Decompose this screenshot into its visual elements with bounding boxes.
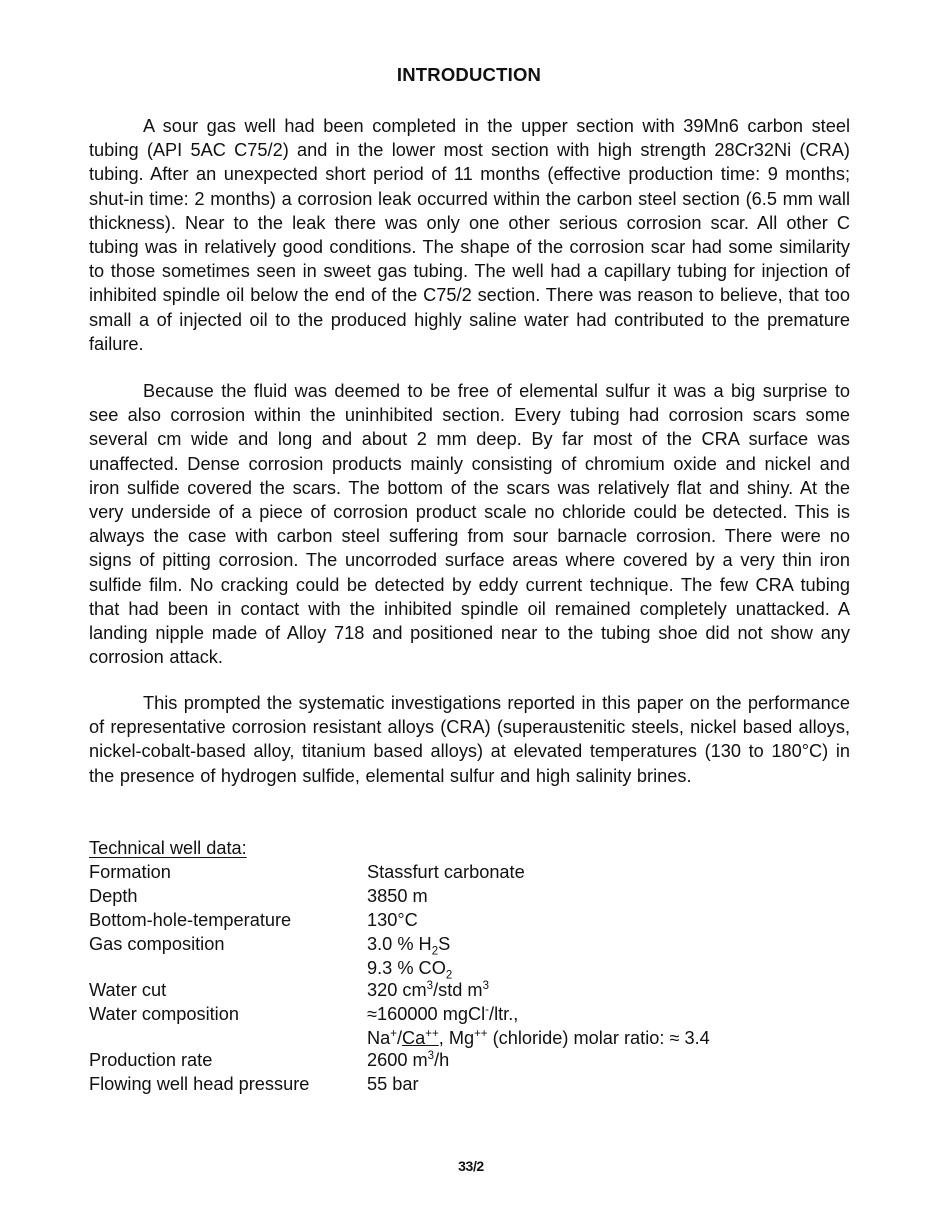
spec-label: Production rate bbox=[89, 1050, 213, 1070]
intro-paragraph-1: A sour gas well had been completed in the upper section with 39Mn6 carbon steel tubing (API 5AC C75/2) and in the lower most section with high strength 28Cr32Ni (CRA) tubing. After an unexpected short period of 11 months (effective production time: 9 months; shut-in time: 2 months) a corrosion leak occurred within the carbon steel section (6.5 mm wall thickness). Near to the leak there was only one other serious corrosion scar. All other C tubing was in relatively good conditions. The shape of the corrosion scar had some similarity to those sometimes seen in sweet gas tubing. The well had a capillary tubing for injection of inhibited spindle oil below the end of the C75/2 section. There was reason to believe, that too small a of injected oil to the produced highly saline water had contributed to the premature failure. bbox=[89, 116, 850, 354]
spec-row-depth bbox=[89, 884, 850, 908]
spec-value bbox=[367, 932, 850, 982]
spec-value: 320 $cm^3$/std $m^3$ bbox=[367, 979, 489, 1000]
spec-label: Formation bbox=[89, 862, 171, 882]
spec-value: Stassfurt carbonate bbox=[367, 862, 525, 882]
spec-value bbox=[367, 1002, 850, 1048]
spec-row-production-rate bbox=[89, 1048, 850, 1072]
well-data-title: Technical well data: bbox=[89, 838, 247, 858]
spec-label: Gas composition bbox=[89, 934, 225, 954]
spec-row-gas-composition bbox=[89, 932, 850, 982]
page-number: 33/2 bbox=[458, 1158, 484, 1174]
spec-value: 130°C bbox=[367, 910, 418, 930]
spec-row-water-composition bbox=[89, 1002, 850, 1048]
technical-well-data bbox=[89, 836, 850, 1096]
spec-label: Flowing well head pressure bbox=[89, 1074, 310, 1094]
spec-label: Water composition bbox=[89, 1004, 239, 1024]
spec-row-bottom-hole-temperature bbox=[89, 908, 850, 932]
gas-h2s-line: 3.0 % $H_2S$ bbox=[367, 934, 451, 958]
section-heading: INTRODUCTION bbox=[396, 64, 542, 85]
spec-row-wellhead-pressure bbox=[89, 1072, 850, 1096]
spec-label: Depth bbox=[89, 886, 138, 906]
spec-row-formation bbox=[89, 860, 850, 884]
spec-value: 3850 m bbox=[367, 886, 428, 906]
spec-value: 55 bar bbox=[367, 1074, 419, 1094]
spec-label: Water cut bbox=[89, 980, 167, 1000]
water-chloride-line: ≈160000 mgCl-/ltr., bbox=[367, 1003, 519, 1024]
spec-label: Bottom-hole-temperature bbox=[89, 910, 292, 930]
intro-paragraph-3: This prompted the systematic investigations reported in this paper on the performance of representative corrosion resistant alloys (CRA) (superaustenitic steels, nickel based alloys, nickel-cobalt-based alloy, titanium based alloys) at elevated temperatures (130 to 180°C) in the presence of hydrogen sulfide, elemental sulfur and high salinity brines. bbox=[89, 693, 850, 786]
spec-value: 2600 $m^3/h$ bbox=[367, 1049, 450, 1070]
intro-paragraph-2: Because the fluid was deemed to be free of elemental sulfur it was a big surprise to see also corrosion within the uninhibited section. Every tubing had corrosion scars some several cm wide and long and about 2 mm deep. By far most of the CRA surface was unaffected. Dense corrosion products mainly consisting of chromium oxide and nickel and iron sulfide covered the scars. The bottom of the scars was relatively flat and shiny. At the very underside of a piece of corrosion product scale no chloride could be detected. This is always the case with carbon steel suffering from sour barnacle corrosion. There were no signs of pitting corrosion. The uncorroded surface areas where covered by a very thin iron sulfide film. No cracking could be detected by eddy current technique. The few CRA tubing that had been in contact with the inhibited spindle oil remained completely unattacked. A landing nipple made of Alloy 718 and positioned near to the tubing shoe did not show any corrosion attack. bbox=[89, 381, 850, 668]
spec-row-water-cut bbox=[89, 978, 850, 1002]
water-ratio-line: Na+/Ca++, Mg++ (chloride) molar ratio: ≈ 3.4 bbox=[367, 1027, 710, 1048]
gas-co2-line: 9.3 % $CO_2$ bbox=[367, 958, 453, 982]
